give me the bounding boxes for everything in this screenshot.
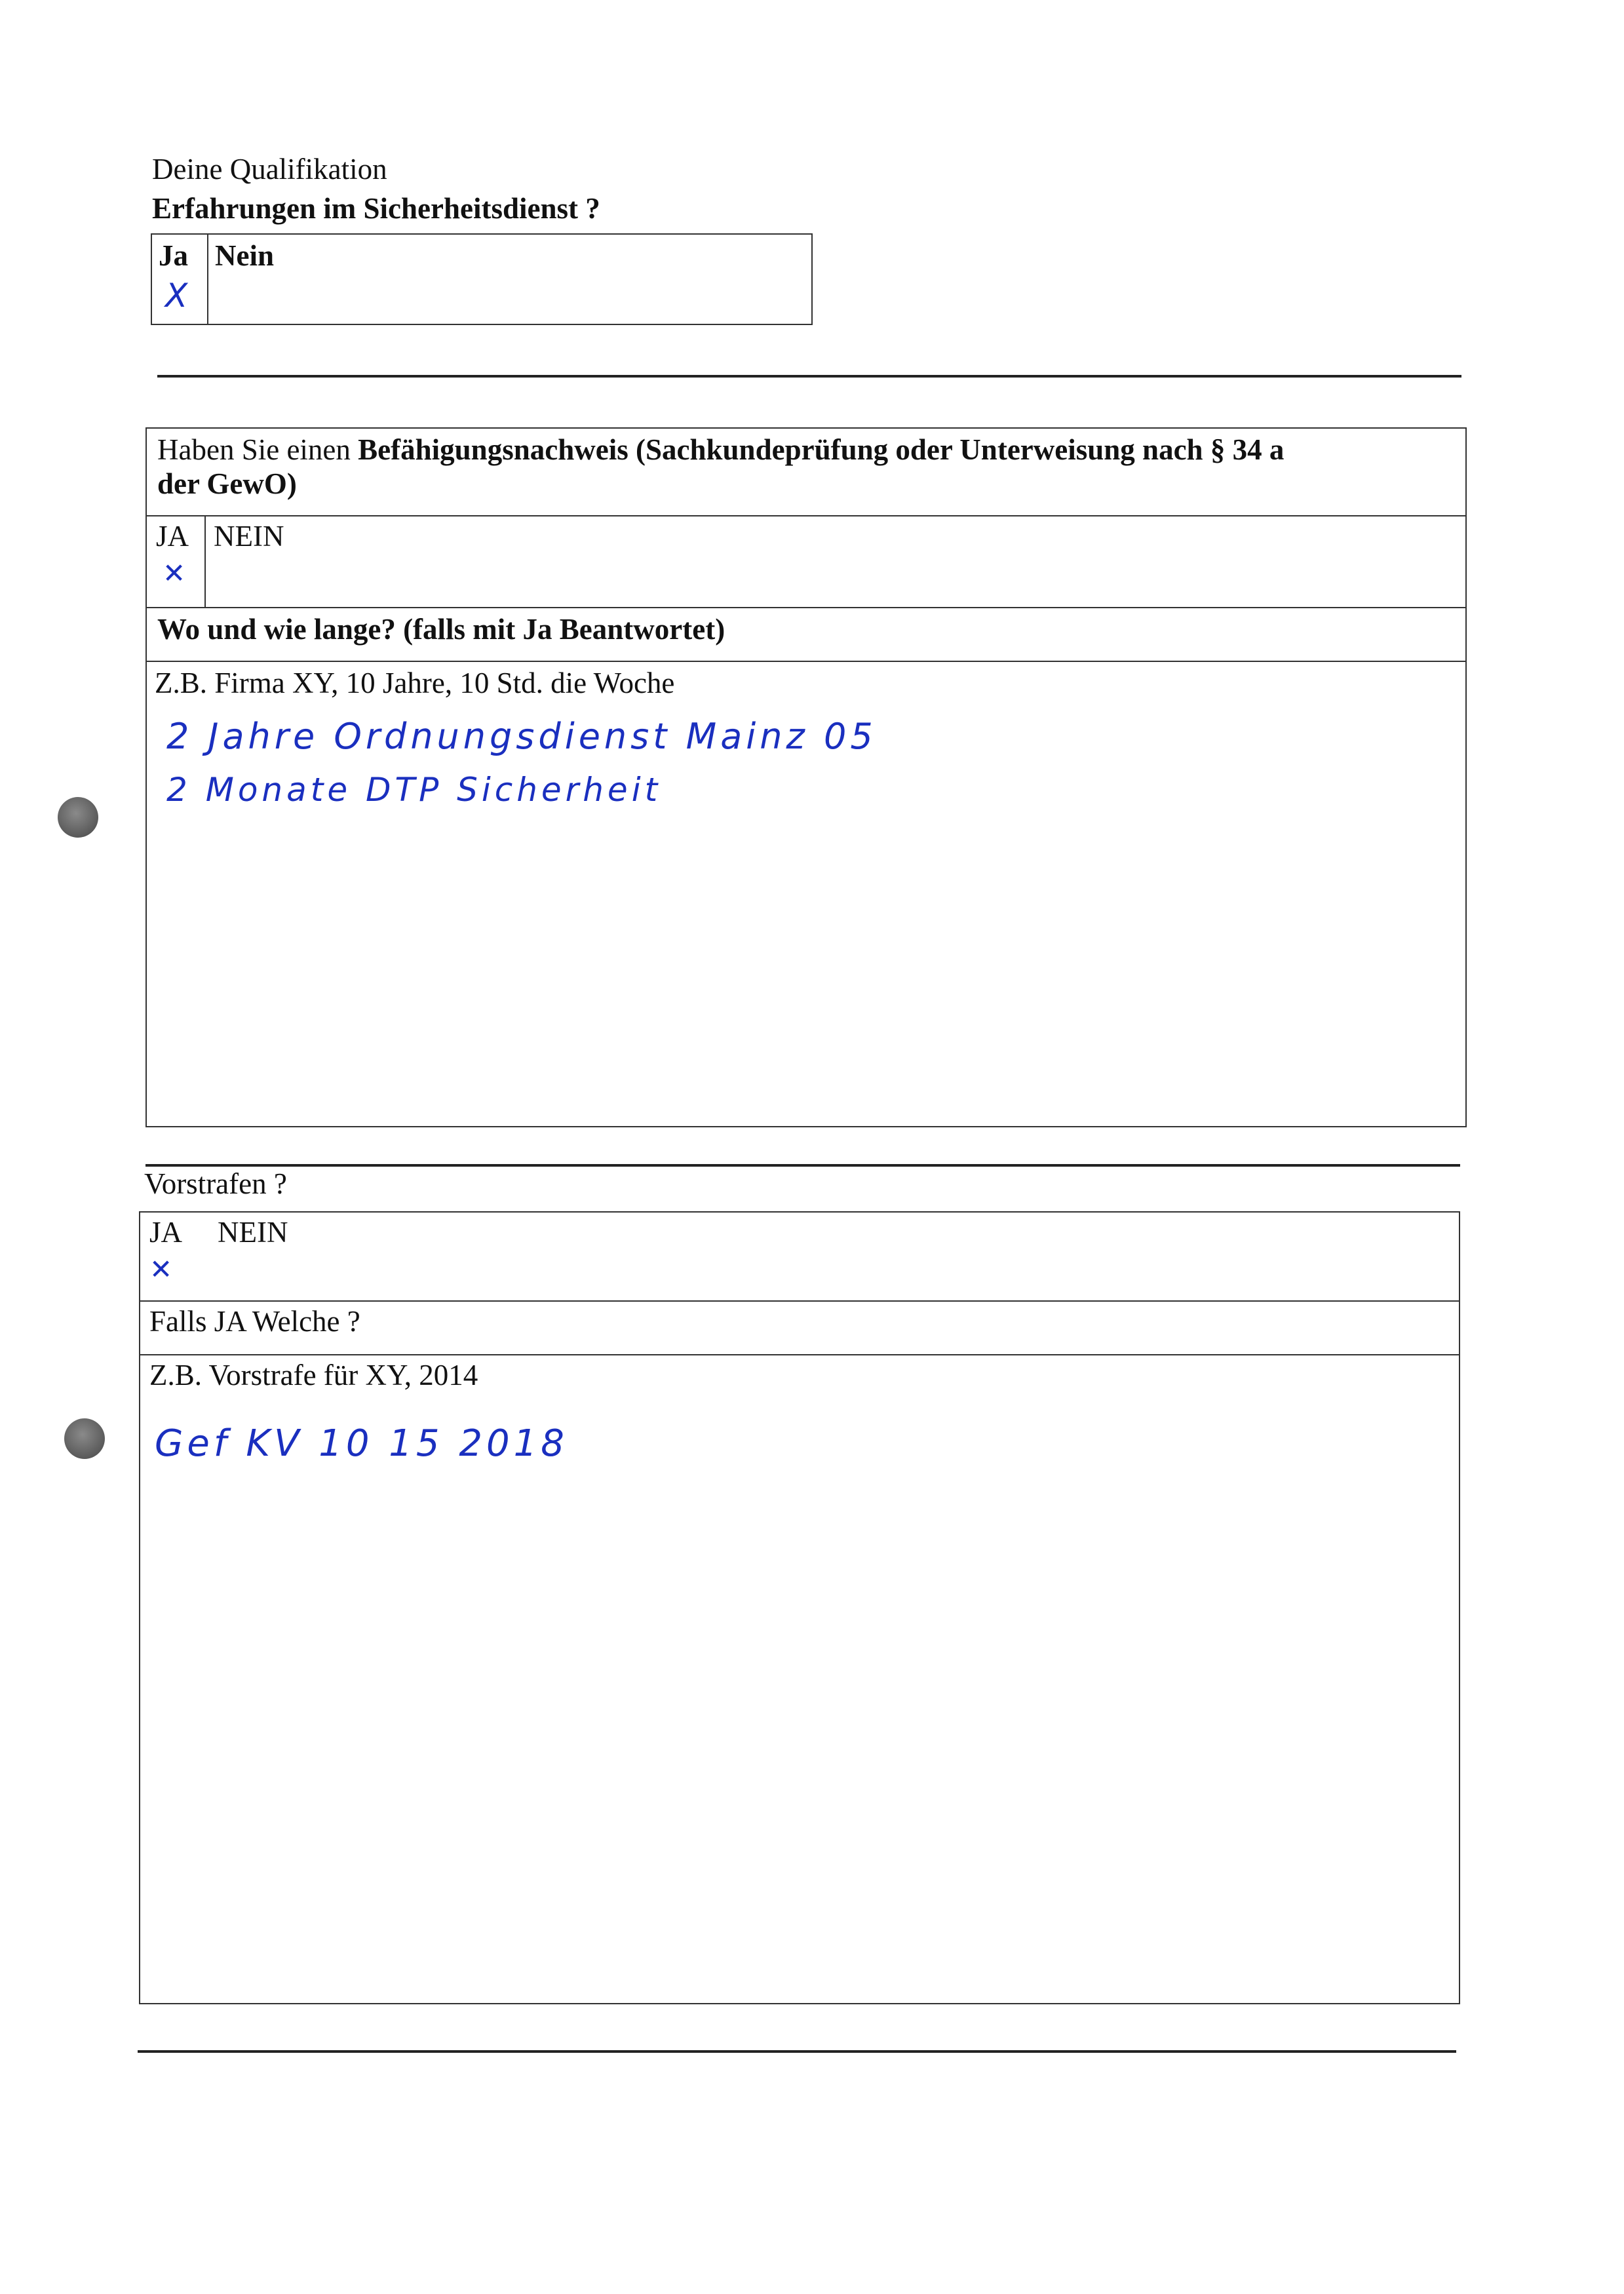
divider-line <box>157 375 1461 378</box>
row-divider <box>140 1300 1459 1302</box>
qualification-table <box>145 427 1467 1127</box>
example-text: Z.B. Firma XY, 10 Jahre, 10 Std. die Woche <box>155 667 675 699</box>
handwritten-answer-line1: Gef KV 10 15 2018 <box>155 1422 568 1465</box>
handwritten-answer-line2: 2 Monate DTP Sicherheit <box>166 771 662 809</box>
row-divider <box>147 607 1465 608</box>
example-text: Z.B. Vorstrafe für XY, 2014 <box>149 1359 478 1391</box>
column-divider <box>207 235 208 324</box>
followup-label: Wo und wie lange? (falls mit Ja Beantwortet) <box>157 613 725 646</box>
divider-line <box>138 2050 1456 2053</box>
criminal-record-table <box>139 1211 1460 2004</box>
section-heading: Deine Qualifikation <box>152 153 387 185</box>
row-divider <box>140 1354 1459 1355</box>
yes-option-label: Ja <box>159 239 188 272</box>
criminal-record-question: Vorstrafen ? <box>144 1167 287 1200</box>
qualification-question-line1: Haben Sie einen Befähigungsnachweis (Sachkundeprüfung oder Unterweisung nach § 34 a <box>157 433 1285 466</box>
no-option-label: NEIN <box>214 520 284 553</box>
yes-option-label: JA <box>156 520 189 553</box>
punch-hole <box>58 797 98 838</box>
yes-checkmark: ✕ <box>149 1253 173 1285</box>
column-divider <box>204 515 206 607</box>
yes-option-label: JA <box>149 1216 183 1249</box>
no-option-label: NEIN <box>218 1216 288 1249</box>
yes-checkmark: ✕ <box>163 557 186 589</box>
handwritten-answer-line1: 2 Jahre Ordnungsdienst Mainz 05 <box>166 716 877 757</box>
experience-answer-box <box>151 233 813 325</box>
punch-hole <box>64 1418 105 1459</box>
row-divider <box>147 515 1465 516</box>
no-option-label: Nein <box>215 239 274 272</box>
divider-line <box>145 1164 1460 1167</box>
qualification-question-line2: der GewO) <box>157 467 297 500</box>
experience-question: Erfahrungen im Sicherheitsdienst ? <box>152 192 600 225</box>
row-divider <box>147 661 1465 662</box>
followup-label: Falls JA Welche ? <box>149 1305 360 1338</box>
yes-checkmark: X <box>165 277 188 315</box>
